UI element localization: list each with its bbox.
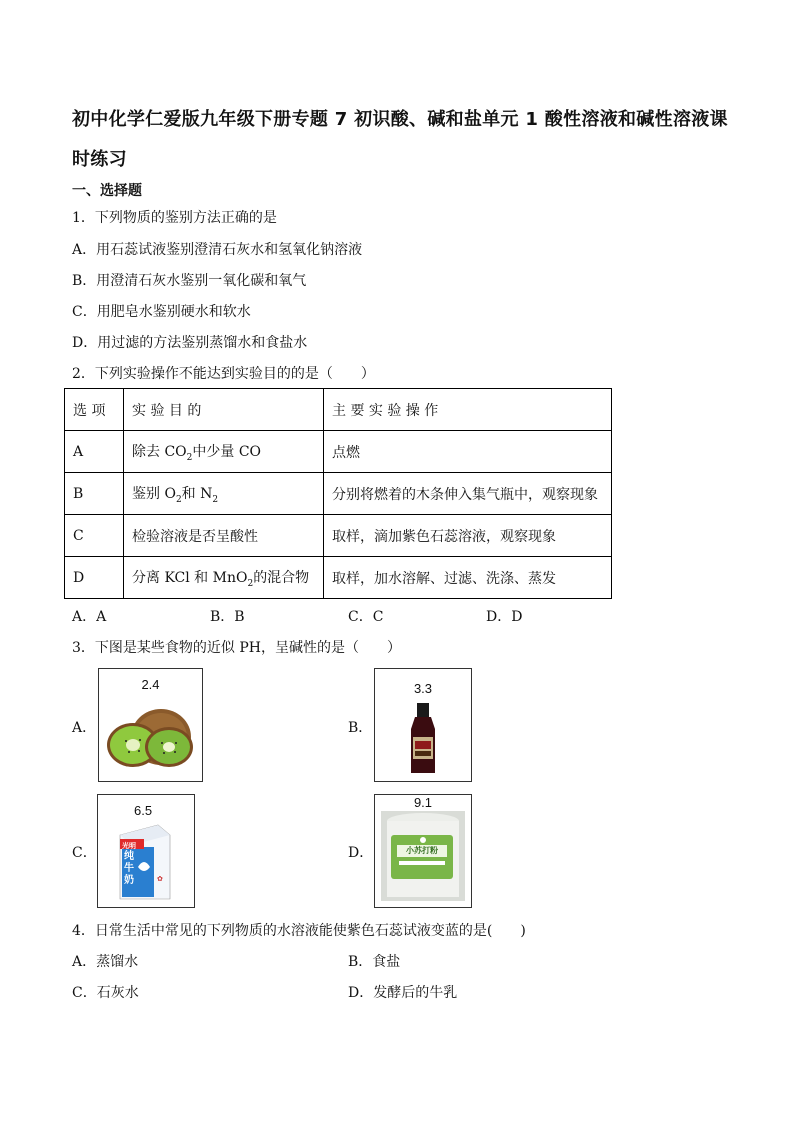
q2-answer-d: D．D (486, 609, 523, 625)
kiwi-icon (99, 669, 202, 781)
q4-option-a: A．蒸馏水 (72, 954, 139, 970)
q2-stem: 2．下列实验操作不能达到实验目的的是（ ） (72, 366, 375, 382)
baking-soda-image (374, 794, 472, 908)
table-header-cell: 实 验 目 的 (124, 389, 324, 431)
cell-text: 除去 CO (132, 443, 187, 460)
cell-text: 的混合物 (253, 569, 310, 586)
q3-stem: 3．下图是某些食物的近似 PH，呈碱性的是（ ） (72, 640, 401, 656)
q1-option-c: C．用肥皂水鉴别硬水和软水 (72, 304, 251, 320)
milk-carton-icon (98, 795, 194, 907)
table-cell: 取样，滴加紫色石蕊溶液，观察现象 (324, 515, 612, 557)
cell-subscript: 2 (175, 494, 182, 505)
cell-subscript: 2 (212, 494, 219, 505)
cell-subscript: 2 (247, 578, 254, 589)
table-header-cell: 选 项 (65, 389, 124, 431)
q4-stem: 4．日常生活中常见的下列物质的水溶液能使紫色石蕊试液变蓝的是( ) (72, 923, 526, 939)
table-row (65, 557, 612, 599)
table-cell (124, 431, 324, 473)
q4-option-d: D．发酵后的牛乳 (348, 985, 458, 1001)
table-row (65, 431, 612, 473)
ph-value: 9.1 (413, 795, 433, 810)
table-header-row (65, 389, 612, 431)
table-cell: 取样，加水溶解、过滤、洗涤、蒸发 (324, 557, 612, 599)
q4-option-b: B．食盐 (348, 954, 401, 970)
q3-option-d-label: D． (348, 845, 374, 861)
svg-text:✿: ✿ (157, 875, 163, 883)
page-title: 初中化学仁爱版九年级下册专题 7 初识酸、碱和盐单元 1 酸性溶液和碱性溶液课时练习 (72, 109, 728, 170)
q3-option-b-label: B． (348, 720, 373, 736)
table-cell: A (65, 431, 124, 473)
table-cell: D (65, 557, 124, 599)
table-header-cell: 主 要 实 验 操 作 (324, 389, 612, 431)
table-cell: 分别将燃着的木条伸入集气瓶中，观察现象 (324, 473, 612, 515)
q1-option-d: D．用过滤的方法鉴别蒸馏水和食盐水 (72, 335, 308, 351)
cell-subscript: 2 (186, 452, 193, 463)
q1-stem: 1．下列物质的鉴别方法正确的是 (72, 210, 277, 226)
cell-text: 鉴别 O (132, 485, 176, 502)
ph-value: 6.5 (134, 803, 153, 818)
vinegar-image (374, 668, 472, 782)
q1-option-a: A．用石蕊试液鉴别澄清石灰水和氢氧化钠溶液 (72, 242, 363, 258)
table-cell: 点燃 (324, 431, 612, 473)
q3-option-a-label: A． (72, 720, 97, 736)
kiwi-image (98, 668, 203, 782)
table-cell (124, 557, 324, 599)
q2-table (64, 388, 612, 599)
q1-option-b: B．用澄清石灰水鉴别一氧化碳和氧气 (72, 273, 307, 289)
table-row (65, 473, 612, 515)
q2-answer-b: B．B (210, 609, 245, 625)
jar-brand: 小苏打粉 (406, 846, 438, 855)
q2-answer-a: A．A (72, 609, 107, 625)
section-heading: 一、选择题 (72, 183, 142, 199)
ph-value: 2.4 (141, 677, 160, 692)
q3-option-c-label: C． (72, 845, 97, 861)
cell-text: 分离 KCl 和 MnO (132, 569, 248, 586)
milk-image (97, 794, 195, 908)
cell-text: 和 N (181, 485, 213, 502)
table-row (65, 515, 612, 557)
vinegar-bottle-icon (375, 669, 471, 781)
table-cell: C (65, 515, 124, 557)
q4-option-c: C．石灰水 (72, 985, 139, 1001)
milk-brand: 光明 (122, 842, 136, 850)
table-cell: B (65, 473, 124, 515)
milk-text: 纯牛奶 (124, 851, 134, 886)
ph-value: 3.3 (413, 681, 433, 696)
cell-text: 中少量 CO (192, 443, 262, 460)
q2-answer-c: C．C (348, 609, 384, 625)
table-cell (124, 473, 324, 515)
table-cell: 检验溶液是否呈酸性 (124, 515, 324, 557)
